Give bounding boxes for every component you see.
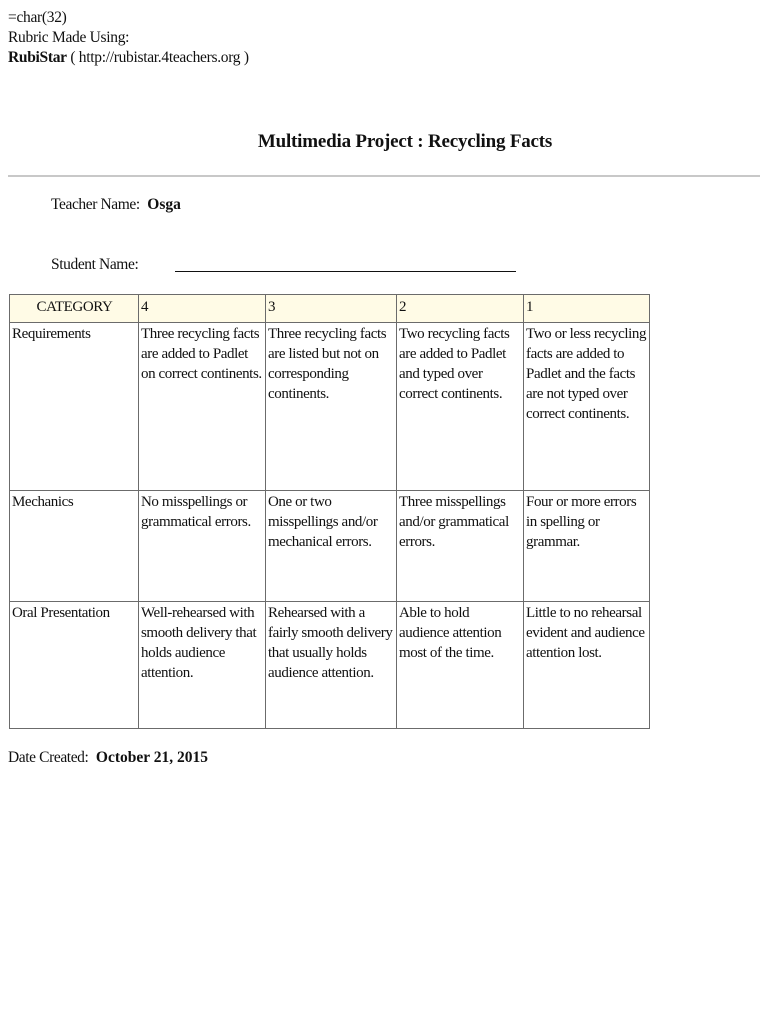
row-category: Mechanics — [10, 491, 139, 602]
horizontal-divider — [8, 175, 760, 177]
table-cell: No misspellings or grammatical errors. — [139, 491, 266, 602]
brand-name: RubiStar — [8, 49, 67, 66]
rubric-header-row — [10, 295, 650, 323]
student-name-label: Student Name: — [51, 256, 139, 273]
made-using-text: Rubric Made Using: — [8, 29, 130, 46]
table-cell: One or two misspellings and/or mechanical errors. — [266, 491, 397, 602]
table-row — [10, 323, 650, 491]
header-category: CATEGORY — [10, 295, 139, 323]
brand-line — [8, 48, 249, 68]
table-cell: Little to no rehearsal evident and audience attention lost. — [524, 602, 650, 729]
teacher-name-label: Teacher Name: — [51, 196, 140, 213]
table-row — [10, 491, 650, 602]
header-score-2: 2 — [397, 295, 524, 323]
row-category: Requirements — [10, 323, 139, 491]
table-cell: Able to hold audience attention most of the time. — [397, 602, 524, 729]
header-score-4: 4 — [139, 295, 266, 323]
date-created-row — [8, 749, 208, 767]
page-header — [8, 8, 249, 68]
table-cell: Well-rehearsed with smooth delivery that holds audience attention. — [139, 602, 266, 729]
brand-url: ( http://rubistar.4teachers.org ) — [70, 49, 249, 66]
date-created-value: October 21, 2015 — [95, 749, 208, 766]
table-cell: Two or less recycling facts are added to Padlet and the facts are not typed over correct continents. — [524, 323, 650, 491]
table-cell: Four or more errors in spelling or grammar. — [524, 491, 650, 602]
date-created-label: Date Created: — [8, 749, 89, 766]
student-name-row — [51, 256, 142, 274]
teacher-name-value: Osga — [147, 196, 181, 213]
table-cell: Three recycling facts are added to Padlet on correct continents. — [139, 323, 266, 491]
table-cell: Two recycling facts are added to Padlet and typed over correct continents. — [397, 323, 524, 491]
teacher-name-row — [51, 196, 181, 214]
header-score-3: 3 — [266, 295, 397, 323]
page-title: Multimedia Project : Recycling Facts — [257, 131, 553, 152]
table-cell: Rehearsed with a fairly smooth delivery that usually holds audience attention. — [266, 602, 397, 729]
table-row — [10, 602, 650, 729]
row-category: Oral Presentation — [10, 602, 139, 729]
student-name-blank — [175, 271, 516, 272]
header-score-1: 1 — [524, 295, 650, 323]
formula-text: =char(32) — [8, 9, 67, 26]
table-cell: Three recycling facts are listed but not on corresponding continents. — [266, 323, 397, 491]
table-cell: Three misspellings and/or grammatical errors. — [397, 491, 524, 602]
rubric-table — [9, 294, 650, 729]
